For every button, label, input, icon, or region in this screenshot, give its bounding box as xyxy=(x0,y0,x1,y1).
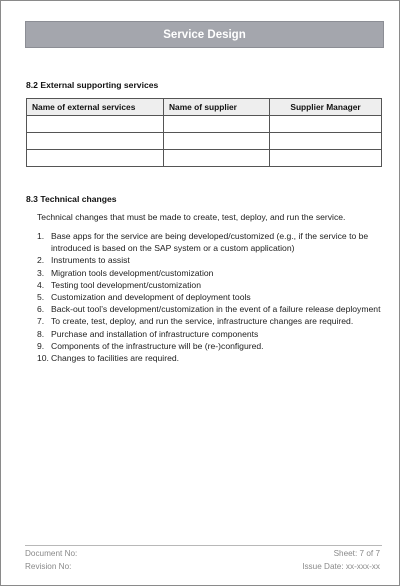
table-cell xyxy=(270,150,382,167)
list-item-number: 1. xyxy=(37,231,45,241)
list-item-text: To create, test, deploy, and run the service, infrastructure changes are required. xyxy=(51,316,354,327)
list-item-number: 3. xyxy=(37,267,45,278)
list-item-number: 2. xyxy=(37,255,45,266)
list-item-number: 5. xyxy=(37,292,45,303)
list-item-text: Customization and development of deployment tools xyxy=(51,292,251,303)
list-item xyxy=(37,303,387,315)
footer-divider xyxy=(25,545,382,546)
table-cell xyxy=(270,116,382,133)
section-heading-technical-changes: 8.3 Technical changes xyxy=(26,194,117,204)
table-cell xyxy=(27,150,164,167)
column-header: Supplier Manager xyxy=(270,99,382,116)
table-cell xyxy=(164,116,270,133)
list-item-number: 7. xyxy=(37,316,45,327)
section-intro-text: Technical changes that must be made to create, test, deploy, and run the service. xyxy=(37,212,346,222)
list-item xyxy=(37,230,387,254)
list-item-number: 10. xyxy=(37,353,49,364)
list-item-text: Testing tool development/customization xyxy=(51,279,201,290)
list-item-number: 6. xyxy=(37,304,45,315)
column-header: Name of external services xyxy=(27,99,164,116)
list-item xyxy=(37,267,387,279)
list-item-text: Purchase and installation of infrastructure components xyxy=(51,328,259,339)
footer-sheet: Sheet: 7 of 7 xyxy=(333,549,380,558)
table-cell xyxy=(27,116,164,133)
header-banner xyxy=(25,21,384,48)
list-item-number: 9. xyxy=(37,340,45,351)
footer-issue-date: Issue Date: xx-xxx-xx xyxy=(302,562,380,571)
list-item xyxy=(37,279,387,291)
table-cell xyxy=(164,133,270,150)
list-item xyxy=(37,352,387,364)
table-cell xyxy=(270,133,382,150)
list-item-text: Changes to facilities are required. xyxy=(51,353,180,364)
section-heading-external-services: 8.2 External supporting services xyxy=(26,80,159,90)
list-item-text: Back-out tool’s development/customization in the event of a failure release deployment xyxy=(51,304,381,315)
external-services-table xyxy=(26,98,382,167)
list-item-text: Instruments to assist xyxy=(51,255,130,266)
list-item-text: Migration tools development/customization xyxy=(51,267,214,278)
table-header-row xyxy=(27,99,382,116)
table-row xyxy=(27,150,382,167)
technical-changes-list xyxy=(37,230,387,364)
footer-document-no: Document No: xyxy=(25,549,78,558)
list-item xyxy=(37,254,387,266)
header-title: Service Design xyxy=(163,28,246,41)
list-item-text: Base apps for the service are being developed/customized (e.g., if the service to be introduced is based on the SAP system or a custom application) xyxy=(51,231,369,254)
table-row xyxy=(27,133,382,150)
list-item xyxy=(37,315,387,327)
table-cell xyxy=(164,150,270,167)
list-item xyxy=(37,328,387,340)
list-item xyxy=(37,291,387,303)
table-row xyxy=(27,116,382,133)
list-item-text: Components of the infrastructure will be (re-)configured. xyxy=(51,340,264,351)
list-item-number: 8. xyxy=(37,328,45,339)
table-cell xyxy=(27,133,164,150)
list-item xyxy=(37,340,387,352)
footer-revision-no: Revision No: xyxy=(25,562,72,571)
list-item-number: 4. xyxy=(37,279,45,290)
column-header: Name of supplier xyxy=(164,99,270,116)
